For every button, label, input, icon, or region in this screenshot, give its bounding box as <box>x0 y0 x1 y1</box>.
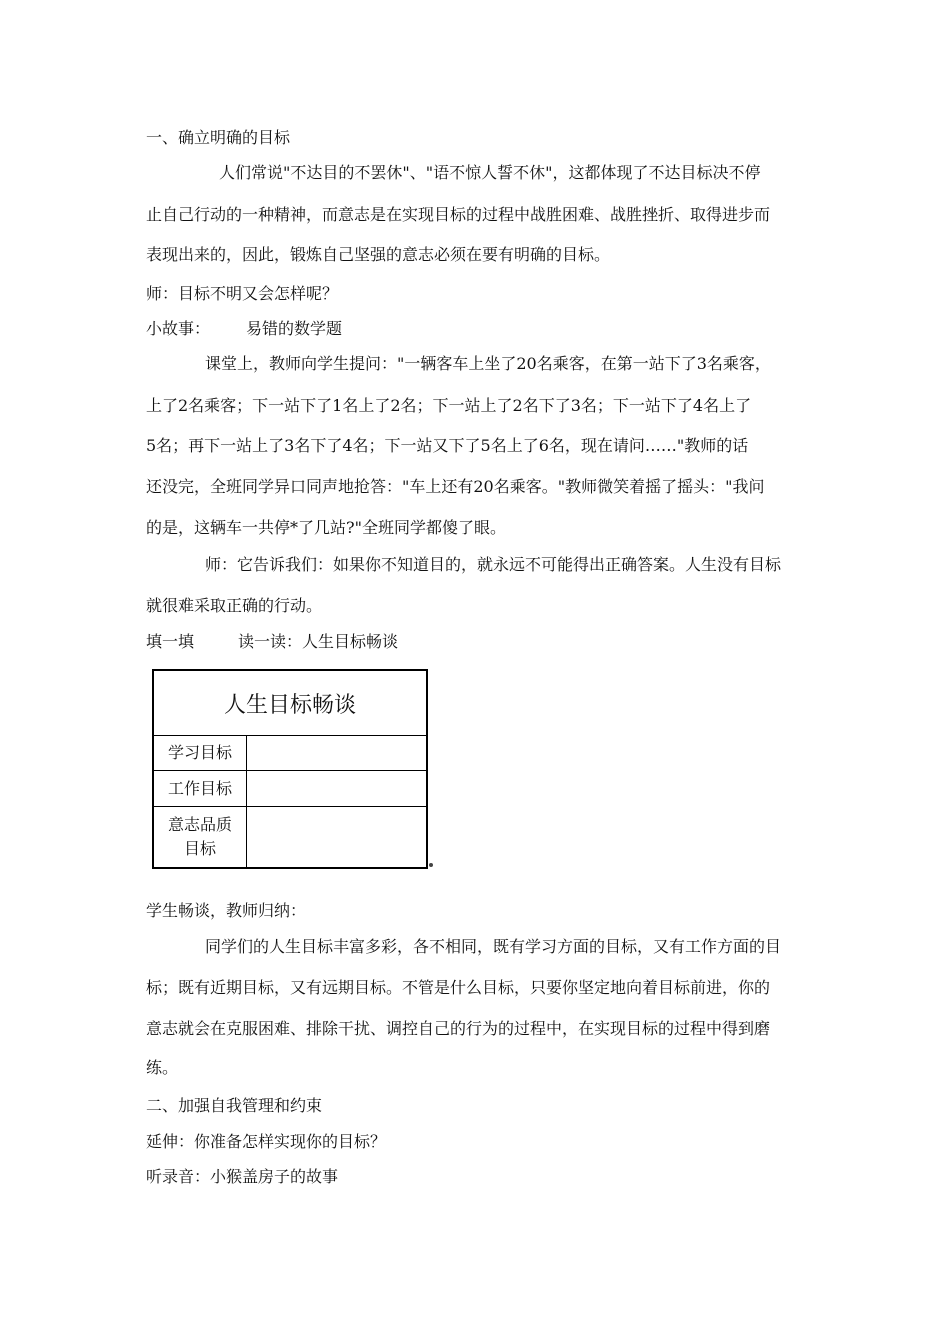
row-label-line-2: 目标 <box>183 839 216 858</box>
paragraph-4-line-3: 意志就会在克服困难、排除干扰、调控自己的行为的过程中，在实现目标的过程中得到磨 <box>146 1019 771 1038</box>
question-2: 延伸：你准备怎样实现你的目标？ <box>146 1132 387 1151</box>
table-title: 人生目标畅谈 <box>154 671 426 736</box>
sec1-title: 一、确立明确的目标 <box>146 128 291 147</box>
row-label: 学习目标 <box>154 735 247 770</box>
read-label: 读一读：人生目标畅谈 <box>238 632 399 651</box>
story-heading <box>146 319 342 339</box>
table-row <box>154 807 426 867</box>
goals-table <box>152 669 428 869</box>
paragraph-1-line-1: 人们常说"不达目的不罢休"、"语不惊人誓不休"，这都体现了不达目标决不停 <box>219 163 761 182</box>
question-3: 听录音：小猴盖房子的故事 <box>146 1167 339 1186</box>
table-row <box>154 771 426 807</box>
question-1: 师：目标不明又会怎样呢？ <box>146 284 339 303</box>
fill-label: 填一填 <box>146 632 195 651</box>
table-corner-mark <box>429 863 433 867</box>
fill-read-heading <box>146 632 398 652</box>
story-label: 小故事： <box>146 319 211 338</box>
row-input-cell[interactable] <box>247 735 426 770</box>
row-label: 工作目标 <box>154 771 247 806</box>
paragraph-2-line-1: 课堂上，教师向学生提问："一辆客车上坐了20名乘客，在第一站下了3名乘客， <box>205 354 771 373</box>
summary-label: 学生畅谈，教师归纳： <box>146 901 307 920</box>
paragraph-1-line-2: 止自己行动的一种精神，而意志是在实现目标的过程中战胜困难、战胜挫折、取得进步而 <box>146 205 771 224</box>
row-label <box>154 807 247 867</box>
paragraph-3-line-1: 师：它告诉我们：如果你不知道目的，就永远不可能得出正确答案。人生没有目标 <box>205 555 782 574</box>
paragraph-2-line-2: 上了2名乘客；下一站下了1名上了2名；下一站上了2名下了3名；下一站下了4名上了 <box>146 396 752 415</box>
row-input-cell[interactable] <box>247 771 426 806</box>
paragraph-1-line-3: 表现出来的，因此，锻炼自己坚强的意志必须在要有明确的目标。 <box>146 245 611 264</box>
paragraph-3-line-2: 就很难采取正确的行动。 <box>146 596 323 615</box>
sec2-title: 二、加强自我管理和约束 <box>146 1096 323 1115</box>
paragraph-4-line-4: 练。 <box>146 1058 179 1077</box>
story-title: 易错的数学题 <box>246 319 343 338</box>
row-label-line-1: 意志品质 <box>167 815 232 834</box>
paragraph-4-line-1: 同学们的人生目标丰富多彩，各不相同，既有学习方面的目标，又有工作方面的目 <box>205 937 782 956</box>
row-input-cell[interactable] <box>247 807 426 867</box>
paragraph-2-line-4: 还没完，全班同学异口同声地抢答："车上还有20名乘客。"教师微笑着摇了摇头："我问 <box>146 477 765 496</box>
paragraph-2-line-5: 的是，这辆车一共停*了几站?"全班同学都傻了眼。 <box>146 518 506 537</box>
paragraph-4-line-2: 标；既有近期目标，又有远期目标。不管是什么目标，只要你坚定地向着目标前进，你的 <box>146 978 771 997</box>
paragraph-2-line-3: 5名；再下一站上了3名下了4名；下一站又下了5名上了6名，现在请问……"教师的话 <box>146 436 749 455</box>
table-row <box>154 735 426 771</box>
